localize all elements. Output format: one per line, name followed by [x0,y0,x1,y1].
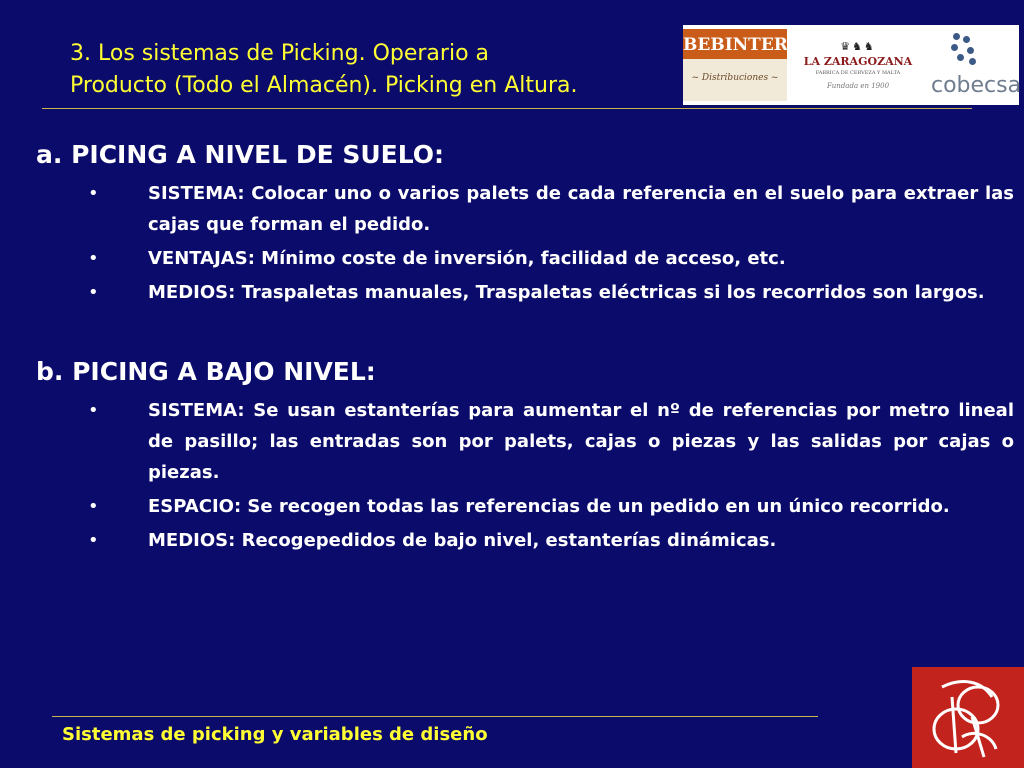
list-item-text: SISTEMA: Colocar uno o varios palets de cada referencia en el suelo para extraer las cajas que forman el pedido. [148,183,1014,235]
list-item [36,525,1014,556]
list-item-text: SISTEMA: Se usan estanterías para aumentar el nº de referencias por metro lineal de pasillo; las entradas son por palets, cajas o piezas y las salidas por cajas o piezas. [148,400,1014,483]
cobecsa-logo [923,29,1022,101]
footer-text: Sistemas de picking y variables de diseño [62,724,488,745]
list-item [36,243,1014,274]
section-heading: a. PICING A NIVEL DE SUELO: [36,140,445,169]
bullet-icon: • [88,248,99,269]
sponsor-logos-banner [683,25,1022,105]
slide-title-line-1: 3. Los sistemas de Picking. Operario a [70,41,489,66]
bullet-icon: • [88,400,99,421]
section-heading: b. PICING A BAJO NIVEL: [36,357,376,386]
list-item [36,277,1014,308]
list-item-text: MEDIOS: Traspaletas manuales, Traspaletas eléctricas si los recorridos son largos. [148,282,985,303]
carriage-icon: ♛♞♞ [840,40,876,53]
bebinter-logo [683,29,787,101]
bebinter-logo-name: BEBINTER [683,29,787,59]
list-item [36,491,1014,522]
zaragozana-logo [799,29,917,101]
list-item [36,395,1014,488]
emblem-logo [912,667,1024,768]
bullet-icon: • [88,282,99,303]
slide-title-line-2: Producto (Todo el Almacén). Picking en Altura. [70,73,578,98]
bullet-icon: • [88,530,99,551]
footer-divider [52,716,818,717]
header-divider [42,108,972,109]
zaragozana-logo-signature: Fundada en 1900 [826,82,890,90]
list-item-text: ESPACIO: Se recogen todas las referencias de un pedido en un único recorrido. [148,496,950,517]
list-item-text: VENTAJAS: Mínimo coste de inversión, facilidad de acceso, etc. [148,248,786,269]
cobecsa-logo-name: cobecsa [931,73,1022,98]
bullet-icon: • [88,183,99,204]
list-item-text: MEDIOS: Recogepedidos de bajo nivel, estanterías dinámicas. [148,530,777,551]
zaragozana-logo-subtitle: FABRICA DE CERVEZA Y MALTA [815,70,901,76]
slide-body [36,138,1014,559]
bullet-list [36,178,1014,308]
slide-title [70,38,670,102]
bullet-list [36,395,1014,556]
bebinter-logo-subtitle: ~ Distribuciones ~ [691,73,779,83]
emblem-monogram-icon [912,667,1024,768]
zaragozana-logo-name: LA ZARAGOZANA [803,55,913,68]
list-item [36,178,1014,240]
bullet-icon: • [88,496,99,517]
